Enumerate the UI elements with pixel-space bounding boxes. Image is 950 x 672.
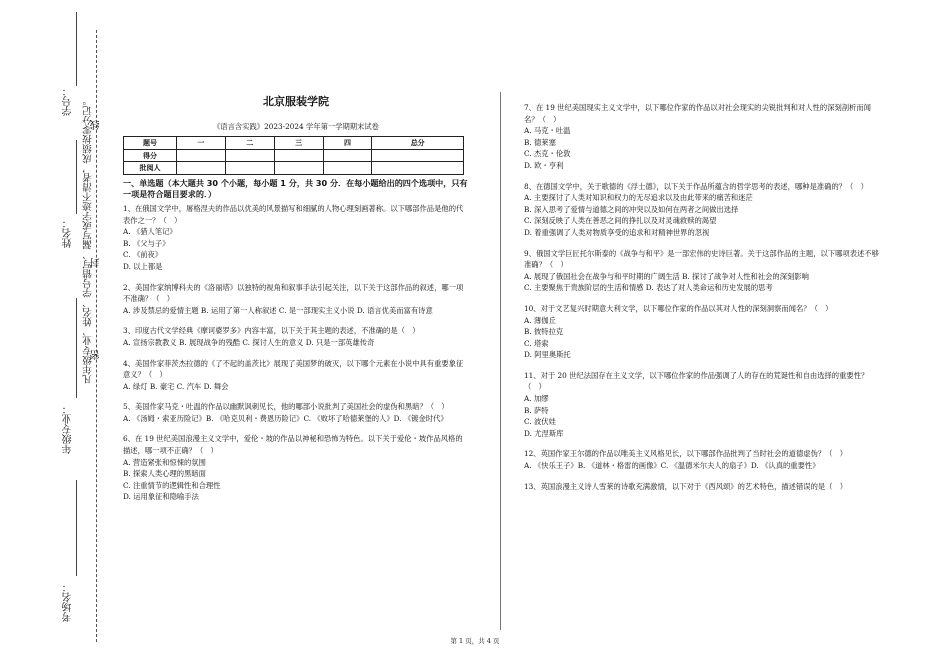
- score-table-reviewer-row: [124, 162, 464, 175]
- answer-option[interactable]: C. 《前夜》: [123, 250, 163, 260]
- question-item: [524, 102, 884, 172]
- question-item: [524, 303, 884, 361]
- answer-option[interactable]: D. 欧・亨利: [524, 160, 564, 170]
- binding-margin: [0, 0, 112, 672]
- answer-option[interactable]: C. 深刻反映了人类在善恶之间的挣扎以及对灵魂救赎的渴望: [524, 216, 717, 226]
- binding-notice: 凡年级专业、姓名、学号错写、漏写或字迹不清者，成绩按零分记。: [83, 96, 94, 384]
- seal-mark-line: 线: [91, 120, 102, 130]
- section-one-title: 一、单选题（本大题共 30 个小题，每小题 1 分，共 30 分．在每小题给出的四个选项中，只有一项是符合题目要求的．）: [123, 177, 468, 199]
- reviewer-input-cell[interactable]: [323, 162, 372, 175]
- answer-option[interactable]: A. 涉及禁忌的爱情主题 B. 运用了第一人称叙述 C. 是一部现实主义小说 D. 语言优美而富有诗意: [123, 305, 433, 315]
- right-column: [524, 102, 884, 501]
- score-table-header-row: [124, 137, 464, 150]
- left-column: [123, 96, 469, 512]
- question-item: [123, 203, 469, 273]
- name-label: 姓名：: [63, 218, 74, 248]
- answer-option[interactable]: D. 以上都是: [123, 261, 163, 271]
- page-footer: 第 1 页，共 4 页: [450, 637, 500, 645]
- question-item: [123, 401, 469, 424]
- exam-subtitle: 《语言含实践》2023-2024 学年第一学期期末试卷: [213, 121, 379, 131]
- reviewer-input-cell[interactable]: [225, 162, 274, 175]
- question-stem: 11、对于 20 世纪法国存在主义文学，以下哪位作家的作品强调了人的存在的荒诞性和自由选择的重要性？（ ）: [524, 370, 869, 392]
- question-stem: 4、美国作家菲茨杰拉德的《了不起的盖茨比》展现了美国梦的破灭，以下哪个元素在小说中具有重要象征意义？（ ）: [123, 358, 464, 380]
- answer-option[interactable]: C. 注重情节的逻辑性和合理性: [123, 480, 221, 490]
- score-input-cell[interactable]: [225, 149, 274, 162]
- question-item: [524, 481, 884, 493]
- score-input-cell[interactable]: [177, 149, 226, 162]
- question-item: [524, 181, 884, 239]
- answer-option[interactable]: A. 《快乐王子》B. 《道林・格雷的画像》C. 《温德米尔夫人的扇子》D. 《认真的重要性》: [524, 461, 820, 471]
- answer-option[interactable]: A. 宣扬宗教教义 B. 展现战争的残酷 C. 探讨人生的意义 D. 只是一部英雄传奇: [123, 337, 375, 347]
- name-blank[interactable]: [76, 140, 77, 214]
- score-cell: 总分: [372, 137, 464, 150]
- score-input-cell[interactable]: [323, 149, 372, 162]
- score-table-score-row: [124, 149, 464, 162]
- question-stem: 8、在德国文学中，关于歌德的《浮士德》，以下关于作品所蕴含的哲学思考的表述，哪种是准确的？（ ）: [524, 181, 868, 191]
- answer-option[interactable]: D. 运用象征和隐喻手法: [123, 492, 199, 502]
- right-question-list: [524, 102, 884, 492]
- seal-mark-seal: 封: [91, 258, 102, 268]
- answer-option[interactable]: B. 深入思考了爱情与道德之间的冲突以及如何在两者之间做出选择: [524, 204, 739, 214]
- answer-option[interactable]: A. 《汤姆・索亚历险记》B. 《哈克贝利・费恩历险记》C. 《败坏了哈德莱堡的人》D. 《镀金时代》: [123, 413, 448, 423]
- answer-option[interactable]: A. 绿灯 B. 豪宅 C. 汽车 D. 舞会: [123, 381, 229, 391]
- answer-option[interactable]: D. 尤涅斯库: [524, 428, 564, 438]
- score-row-label: 得分: [124, 149, 177, 162]
- answer-option[interactable]: A. 薄伽丘: [524, 315, 556, 325]
- question-stem: 6、在 19 世纪美国浪漫主义文学中，爱伦・坡的作品以神秘和恐怖为特色。以下关于爱伦・坡作品风格的描述，哪一项不正确？（ ）: [123, 434, 463, 456]
- answer-option[interactable]: A. 加缪: [524, 394, 549, 404]
- score-input-cell[interactable]: [274, 149, 323, 162]
- answer-option[interactable]: B. 彼特拉克: [524, 327, 564, 337]
- question-stem: 12、英国作家王尔德的作品以唯美主义风格见长，以下哪部作品批判了当时社会的道德虚伪？（ ）: [524, 449, 848, 459]
- answer-option[interactable]: A. 马克・吐温: [524, 126, 571, 136]
- student-id-label: 学号：: [63, 86, 74, 116]
- score-cell: 题号: [124, 137, 177, 150]
- question-item: [123, 358, 469, 393]
- score-input-cell[interactable]: [372, 149, 464, 162]
- answer-option[interactable]: B. 《父与子》: [123, 238, 170, 248]
- answer-option[interactable]: B. 萨特: [524, 405, 549, 415]
- answer-option[interactable]: A. 主要探讨了人类对知识和权力的无尽追求以及由此带来的痛苦和迷茫: [524, 193, 753, 203]
- score-cell: 二: [225, 137, 274, 150]
- seal-mark-secret: 密: [91, 350, 102, 360]
- reviewer-row-label: 批阅人: [124, 162, 177, 175]
- answer-option[interactable]: D. 着重强调了人类对物质享受的追求和对精神世界的忽视: [524, 227, 710, 237]
- answer-option[interactable]: A. 营造紧张和惊悚的氛围: [123, 457, 206, 467]
- question-item: [123, 433, 469, 503]
- answer-option[interactable]: C. 波伏娃: [524, 417, 556, 427]
- score-cell: 三: [274, 137, 323, 150]
- left-question-list: [123, 203, 469, 503]
- answer-option[interactable]: B. 德莱塞: [524, 137, 556, 147]
- question-stem: 7、在 19 世纪美国现实主义文学中，以下哪位作家的作品以对社会现实的尖锐批判和对人性的深刻剖析而闻名？（ ）: [524, 103, 871, 124]
- question-item: [524, 448, 884, 471]
- question-stem: 3、印度古代文学经典《摩诃婆罗多》内容丰富，以下关于其主题的表述，不准确的是（ ）: [123, 326, 420, 336]
- exam-site-blank[interactable]: [76, 480, 77, 576]
- answer-option[interactable]: A. 《猎人笔记》: [123, 227, 177, 237]
- school-title: 北京服装学院: [263, 95, 329, 108]
- question-item: [524, 248, 884, 294]
- class-blank[interactable]: [76, 298, 77, 398]
- reviewer-input-cell[interactable]: [274, 162, 323, 175]
- reviewer-input-cell[interactable]: [177, 162, 226, 175]
- answer-option[interactable]: C. 主要聚焦于贵族阶层的生活和情感 D. 表达了对人类命运和历史发展的思考: [524, 283, 773, 293]
- reviewer-input-cell[interactable]: [372, 162, 464, 175]
- student-id-blank[interactable]: [76, 12, 77, 86]
- exam-site-label: 考场名：: [63, 582, 74, 622]
- class-label: 年级专业：: [63, 404, 74, 454]
- question-item: [524, 370, 884, 440]
- question-item: [123, 325, 469, 348]
- question-stem: 10、对于文艺复兴时期意大利文学，以下哪位作家的作品以其对人性的深刻洞察而闻名？（ ）: [524, 303, 833, 313]
- score-table: [123, 136, 464, 175]
- question-stem: 2、美国作家纳博科夫的《洛丽塔》以独特的视角和叙事手法引起关注，以下关于这部作品的叙述，哪一项不准确？（ ）: [123, 282, 464, 304]
- answer-option[interactable]: B. 探索人类心理的黑暗面: [123, 469, 206, 479]
- question-stem: 1、在俄国文学中，屠格涅夫的作品以优美的风景描写和细腻的人物心理刻画著称。以下哪部作品是他的代表作之一？（ ）: [123, 203, 464, 225]
- score-cell: 一: [177, 137, 226, 150]
- answer-option[interactable]: D. 阿里奥斯托: [524, 350, 571, 360]
- answer-option[interactable]: A. 展现了俄国社会在战争与和平时期的广阔生活 B. 探讨了战争对人性和社会的深刻影响: [524, 271, 809, 281]
- question-stem: 9、俄国文学巨匠托尔斯泰的《战争与和平》是一部宏伟的史诗巨著。关于这部作品的主题，以下哪项表述不够准确？（ ）: [524, 248, 879, 270]
- answer-option[interactable]: C. 杰克・伦敦: [524, 149, 571, 159]
- score-cell: 四: [323, 137, 372, 150]
- question-stem: 5、美国作家马克・吐温的作品以幽默讽刺见长，他的哪部小说批判了美国社会的虚伪和黑暗？（ ）: [123, 402, 449, 412]
- column-divider: [500, 92, 501, 630]
- answer-option[interactable]: C. 塔索: [524, 338, 549, 348]
- question-stem: 13、英国浪漫主义诗人雪莱的诗歌充满激情，以下对于《西风颂》的艺术特色，描述错误的是（ ）: [524, 481, 848, 491]
- question-item: [123, 282, 469, 317]
